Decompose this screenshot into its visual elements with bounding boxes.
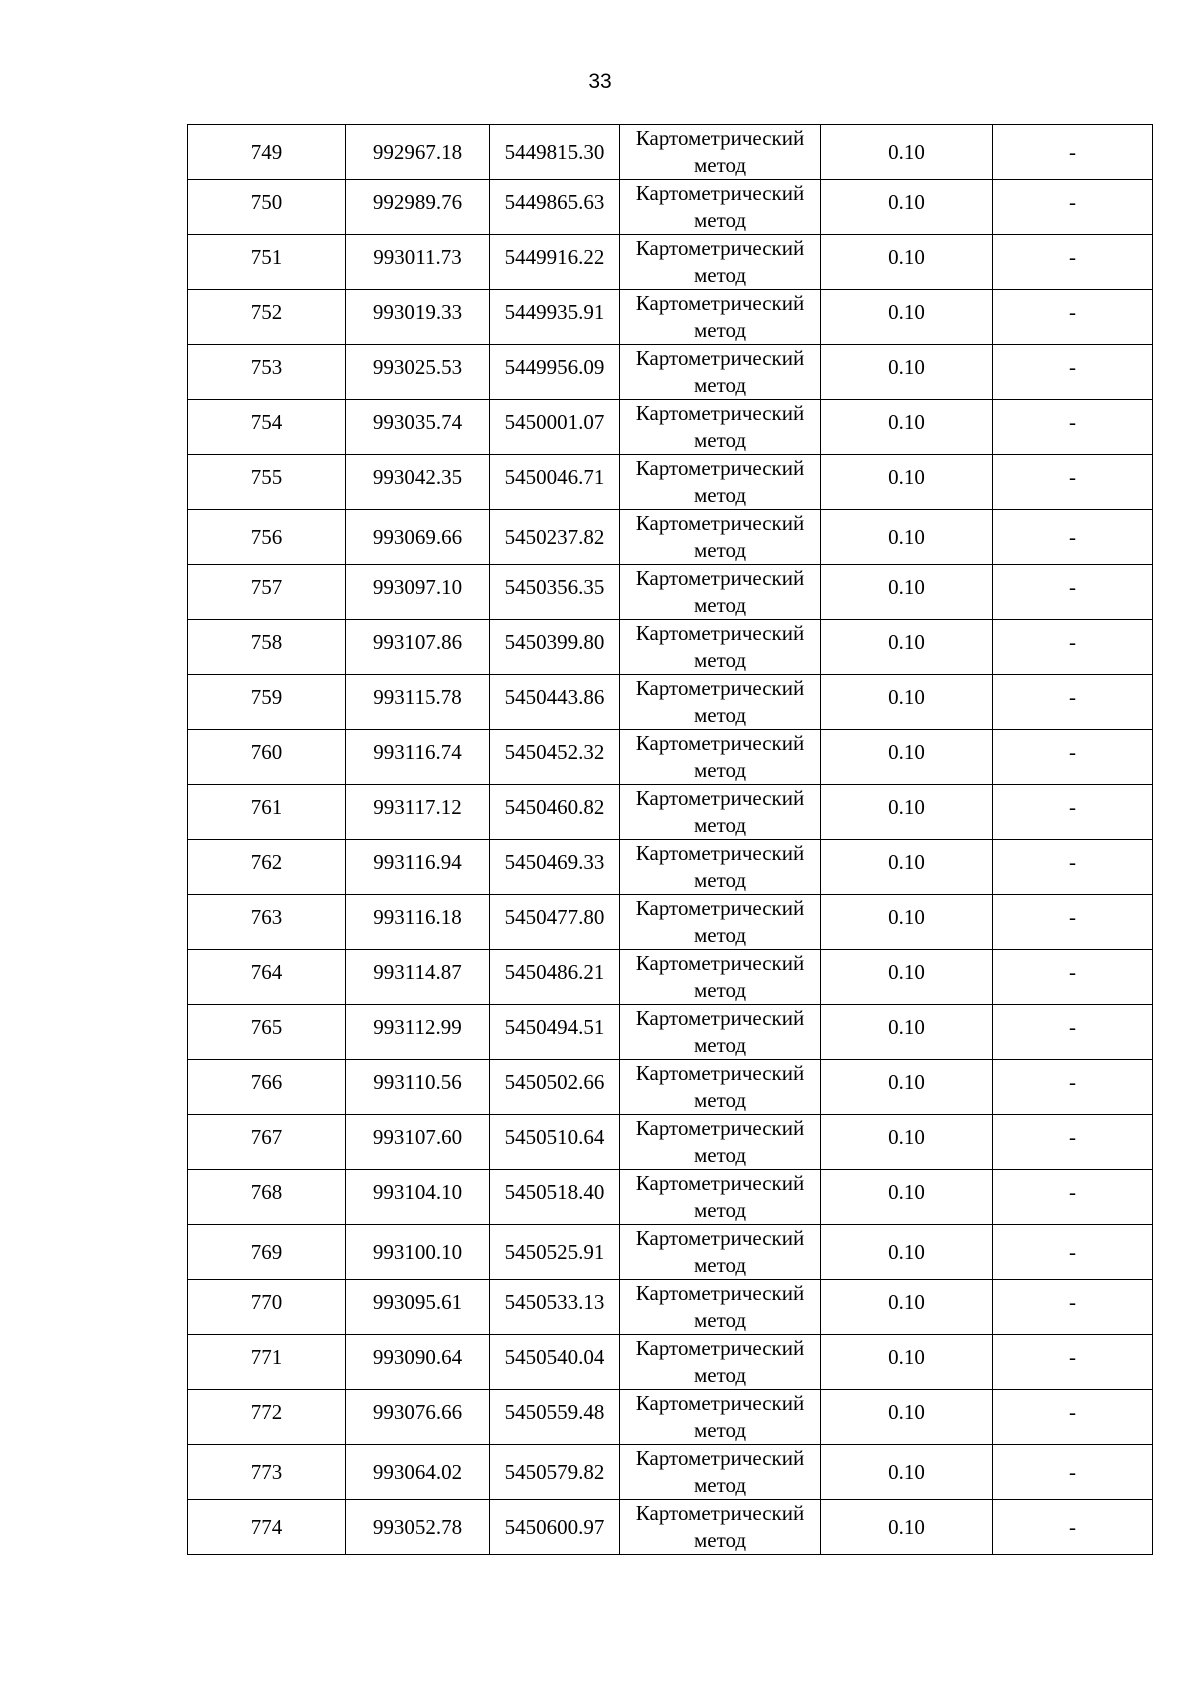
y-coordinate-cell: 5450001.07 [490,400,620,455]
point-number-cell: 770 [188,1280,346,1335]
x-coordinate-cell: 993011.73 [346,235,490,290]
y-coordinate-cell: 5450469.33 [490,840,620,895]
point-number-cell: 762 [188,840,346,895]
note-cell: - [993,455,1153,510]
accuracy-cell: 0.10 [821,565,993,620]
accuracy-cell: 0.10 [821,895,993,950]
table-row [188,345,1153,400]
note-cell: - [993,1115,1153,1170]
point-number-cell: 750 [188,180,346,235]
point-number-cell: 757 [188,565,346,620]
y-coordinate-cell: 5450486.21 [490,950,620,1005]
note-cell: - [993,400,1153,455]
x-coordinate-cell: 993064.02 [346,1445,490,1500]
method-cell: Картометрический метод [620,510,821,565]
table-row [188,840,1153,895]
table-row [188,180,1153,235]
y-coordinate-cell: 5449956.09 [490,345,620,400]
table-row [188,785,1153,840]
x-coordinate-cell: 993116.18 [346,895,490,950]
y-coordinate-cell: 5450600.97 [490,1500,620,1555]
y-coordinate-cell: 5450559.48 [490,1390,620,1445]
method-cell: Картометрический метод [620,125,821,180]
x-coordinate-cell: 993069.66 [346,510,490,565]
method-cell: Картометрический метод [620,345,821,400]
note-cell: - [993,125,1153,180]
method-cell: Картометрический метод [620,1280,821,1335]
y-coordinate-cell: 5449815.30 [490,125,620,180]
accuracy-cell: 0.10 [821,950,993,1005]
accuracy-cell: 0.10 [821,1390,993,1445]
y-coordinate-cell: 5449935.91 [490,290,620,345]
method-cell: Картометрический метод [620,1445,821,1500]
accuracy-cell: 0.10 [821,235,993,290]
x-coordinate-cell: 993090.64 [346,1335,490,1390]
table-row [188,950,1153,1005]
note-cell: - [993,180,1153,235]
table-row [188,1445,1153,1500]
accuracy-cell: 0.10 [821,400,993,455]
point-number-cell: 767 [188,1115,346,1170]
point-number-cell: 751 [188,235,346,290]
point-number-cell: 773 [188,1445,346,1500]
y-coordinate-cell: 5450399.80 [490,620,620,675]
accuracy-cell: 0.10 [821,455,993,510]
note-cell: - [993,1060,1153,1115]
x-coordinate-cell: 993114.87 [346,950,490,1005]
note-cell: - [993,1335,1153,1390]
y-coordinate-cell: 5450443.86 [490,675,620,730]
method-cell: Картометрический метод [620,1500,821,1555]
method-cell: Картометрический метод [620,840,821,895]
x-coordinate-cell: 993107.60 [346,1115,490,1170]
point-number-cell: 764 [188,950,346,1005]
note-cell: - [993,1280,1153,1335]
accuracy-cell: 0.10 [821,510,993,565]
x-coordinate-cell: 993019.33 [346,290,490,345]
coordinates-table [187,124,1153,1555]
method-cell: Картометрический метод [620,235,821,290]
y-coordinate-cell: 5450477.80 [490,895,620,950]
x-coordinate-cell: 992967.18 [346,125,490,180]
note-cell: - [993,235,1153,290]
note-cell: - [993,620,1153,675]
x-coordinate-cell: 993116.94 [346,840,490,895]
accuracy-cell: 0.10 [821,1335,993,1390]
method-cell: Картометрический метод [620,785,821,840]
point-number-cell: 760 [188,730,346,785]
note-cell: - [993,510,1153,565]
table-row [188,1335,1153,1390]
x-coordinate-cell: 993107.86 [346,620,490,675]
point-number-cell: 761 [188,785,346,840]
point-number-cell: 758 [188,620,346,675]
point-number-cell: 753 [188,345,346,400]
table-row [188,125,1153,180]
method-cell: Картометрический метод [620,1005,821,1060]
note-cell: - [993,1390,1153,1445]
point-number-cell: 765 [188,1005,346,1060]
note-cell: - [993,1170,1153,1225]
y-coordinate-cell: 5450540.04 [490,1335,620,1390]
x-coordinate-cell: 993115.78 [346,675,490,730]
accuracy-cell: 0.10 [821,1445,993,1500]
accuracy-cell: 0.10 [821,675,993,730]
method-cell: Картометрический метод [620,620,821,675]
point-number-cell: 771 [188,1335,346,1390]
method-cell: Картометрический метод [620,1170,821,1225]
x-coordinate-cell: 993025.53 [346,345,490,400]
point-number-cell: 752 [188,290,346,345]
accuracy-cell: 0.10 [821,1500,993,1555]
x-coordinate-cell: 993112.99 [346,1005,490,1060]
point-number-cell: 769 [188,1225,346,1280]
note-cell: - [993,730,1153,785]
y-coordinate-cell: 5450533.13 [490,1280,620,1335]
method-cell: Картометрический метод [620,895,821,950]
x-coordinate-cell: 993076.66 [346,1390,490,1445]
y-coordinate-cell: 5450452.32 [490,730,620,785]
accuracy-cell: 0.10 [821,1170,993,1225]
accuracy-cell: 0.10 [821,345,993,400]
y-coordinate-cell: 5450460.82 [490,785,620,840]
note-cell: - [993,345,1153,400]
note-cell: - [993,1225,1153,1280]
accuracy-cell: 0.10 [821,1280,993,1335]
accuracy-cell: 0.10 [821,785,993,840]
table-row [188,620,1153,675]
note-cell: - [993,840,1153,895]
table-row [188,455,1153,510]
x-coordinate-cell: 993104.10 [346,1170,490,1225]
table-row [188,895,1153,950]
x-coordinate-cell: 993052.78 [346,1500,490,1555]
method-cell: Картометрический метод [620,1225,821,1280]
method-cell: Картометрический метод [620,400,821,455]
table-row [188,1225,1153,1280]
accuracy-cell: 0.10 [821,125,993,180]
table-row [188,565,1153,620]
x-coordinate-cell: 992989.76 [346,180,490,235]
method-cell: Картометрический метод [620,565,821,620]
note-cell: - [993,1445,1153,1500]
method-cell: Картометрический метод [620,1115,821,1170]
table-row [188,510,1153,565]
x-coordinate-cell: 993042.35 [346,455,490,510]
accuracy-cell: 0.10 [821,180,993,235]
page-number: 33 [588,70,612,93]
y-coordinate-cell: 5450525.91 [490,1225,620,1280]
table-row [188,1170,1153,1225]
y-coordinate-cell: 5450502.66 [490,1060,620,1115]
method-cell: Картометрический метод [620,180,821,235]
x-coordinate-cell: 993097.10 [346,565,490,620]
method-cell: Картометрический метод [620,1335,821,1390]
point-number-cell: 755 [188,455,346,510]
x-coordinate-cell: 993117.12 [346,785,490,840]
point-number-cell: 756 [188,510,346,565]
note-cell: - [993,785,1153,840]
x-coordinate-cell: 993100.10 [346,1225,490,1280]
point-number-cell: 768 [188,1170,346,1225]
table-row [188,400,1153,455]
y-coordinate-cell: 5450356.35 [490,565,620,620]
method-cell: Картометрический метод [620,950,821,1005]
accuracy-cell: 0.10 [821,1005,993,1060]
table-row [188,730,1153,785]
table-row [188,1500,1153,1555]
method-cell: Картометрический метод [620,1390,821,1445]
y-coordinate-cell: 5450579.82 [490,1445,620,1500]
accuracy-cell: 0.10 [821,620,993,675]
point-number-cell: 754 [188,400,346,455]
method-cell: Картометрический метод [620,1060,821,1115]
note-cell: - [993,895,1153,950]
method-cell: Картометрический метод [620,675,821,730]
note-cell: - [993,1005,1153,1060]
point-number-cell: 774 [188,1500,346,1555]
point-number-cell: 759 [188,675,346,730]
accuracy-cell: 0.10 [821,730,993,785]
y-coordinate-cell: 5450494.51 [490,1005,620,1060]
y-coordinate-cell: 5449865.63 [490,180,620,235]
note-cell: - [993,290,1153,345]
table-row [188,675,1153,730]
point-number-cell: 763 [188,895,346,950]
note-cell: - [993,565,1153,620]
point-number-cell: 772 [188,1390,346,1445]
y-coordinate-cell: 5450510.64 [490,1115,620,1170]
accuracy-cell: 0.10 [821,1225,993,1280]
accuracy-cell: 0.10 [821,1115,993,1170]
note-cell: - [993,675,1153,730]
note-cell: - [993,1500,1153,1555]
table-row [188,235,1153,290]
y-coordinate-cell: 5450518.40 [490,1170,620,1225]
y-coordinate-cell: 5449916.22 [490,235,620,290]
x-coordinate-cell: 993095.61 [346,1280,490,1335]
y-coordinate-cell: 5450237.82 [490,510,620,565]
table-row [188,1060,1153,1115]
table-row [188,1280,1153,1335]
table-row [188,1005,1153,1060]
x-coordinate-cell: 993035.74 [346,400,490,455]
table-row [188,290,1153,345]
table-row [188,1115,1153,1170]
y-coordinate-cell: 5450046.71 [490,455,620,510]
x-coordinate-cell: 993116.74 [346,730,490,785]
method-cell: Картометрический метод [620,290,821,345]
note-cell: - [993,950,1153,1005]
accuracy-cell: 0.10 [821,840,993,895]
accuracy-cell: 0.10 [821,290,993,345]
point-number-cell: 749 [188,125,346,180]
accuracy-cell: 0.10 [821,1060,993,1115]
method-cell: Картометрический метод [620,455,821,510]
x-coordinate-cell: 993110.56 [346,1060,490,1115]
table-body [188,125,1153,1555]
point-number-cell: 766 [188,1060,346,1115]
method-cell: Картометрический метод [620,730,821,785]
table-row [188,1390,1153,1445]
